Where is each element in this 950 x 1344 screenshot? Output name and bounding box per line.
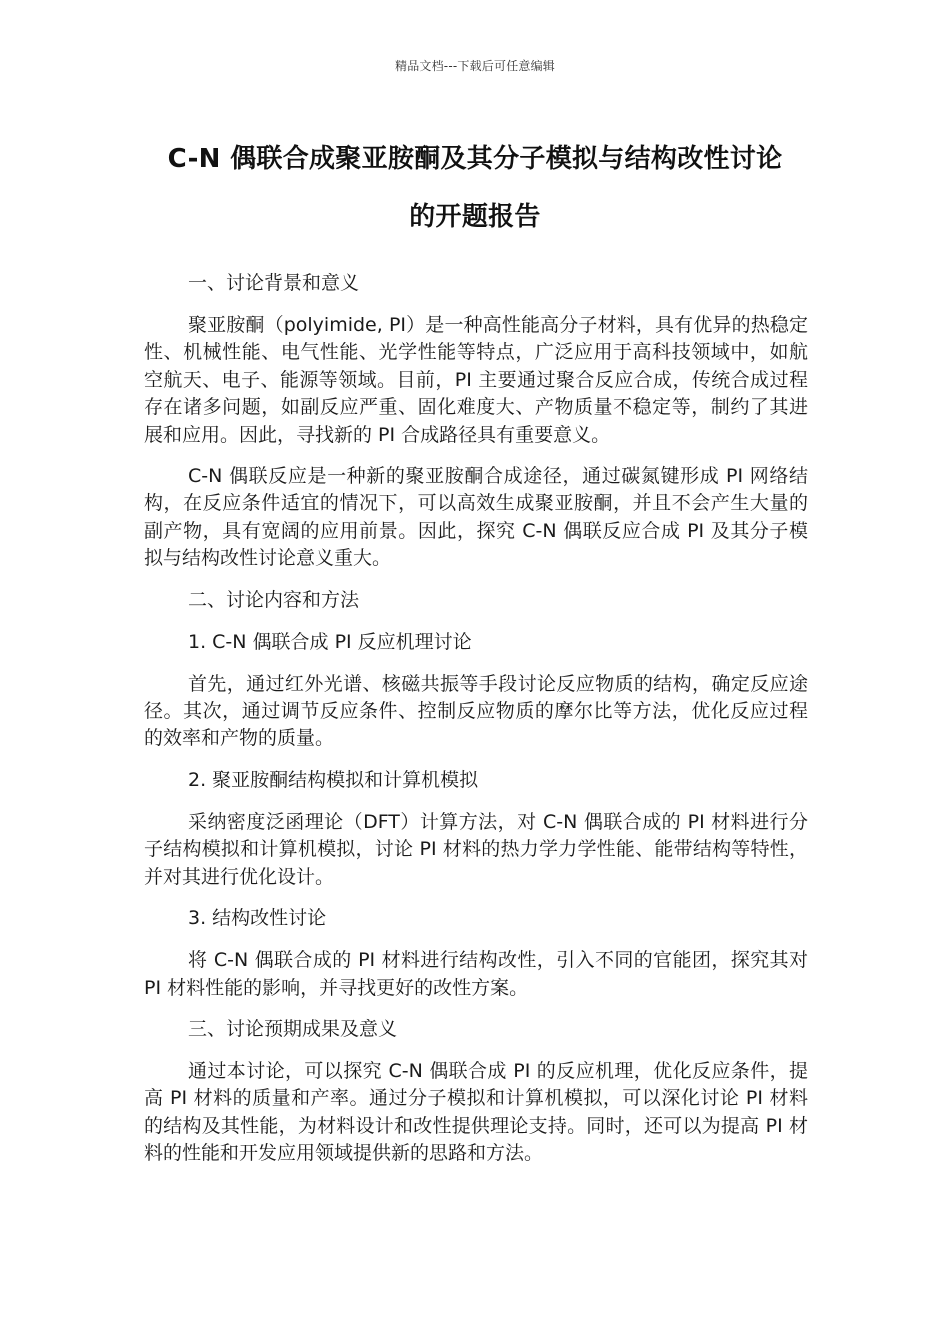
section-heading-content-methods: 二、讨论内容和方法 [188, 588, 360, 611]
subheading-structural-modification: 3. 结构改性讨论 [188, 907, 327, 930]
paragraph-background-1: 聚亚胺酮（polyimide, PI）是一种高性能高分子材料，具有优异的热稳定性、机械性能、电气性能、光学性能等特点，广泛应用于高科技领域中，如航空航天、电子、能源等领域。目前，PI 主要通过聚合反应合成，传统合成过程存在诸多问题，如副反应严重、固化难度大、产物质量不稳定等，制约了其进展和应用。因此，寻找新的 PI 合成路径具有重要意义。 [144, 314, 808, 446]
section-heading-expected-results: 三、讨论预期成果及意义 [188, 1017, 398, 1040]
paragraph-reaction-mechanism: 首先，通过红外光谱、核磁共振等手段讨论反应物质的结构，确定反应途径。其次，通过调节反应条件、控制反应物质的摩尔比等方法，优化反应过程的效率和产物的质量。 [144, 672, 808, 750]
paragraph-structure-simulation: 采纳密度泛函理论（DFT）计算方法，对 C-N 偶联合成的 PI 材料进行分子结构模拟和计算机模拟，讨论 PI 材料的热力学力学性能、能带结构等特性，并对其进行优化设计。 [144, 810, 808, 888]
subheading-reaction-mechanism: 1. C-N 偶联合成 PI 反应机理讨论 [188, 630, 472, 653]
header-note: 精品文档---下载后可任意编辑 [395, 59, 555, 73]
document-title-line-2: 的开题报告 [409, 202, 541, 232]
subheading-structure-simulation: 2. 聚亚胺酮结构模拟和计算机模拟 [188, 768, 479, 791]
paragraph-background-2: C-N 偶联反应是一种新的聚亚胺酮合成途径，通过碳氮键形成 PI 网络结构，在反应条件适宜的情况下，可以高效生成聚亚胺酮，并且不会产生大量的副产物，具有宽阔的应用前景。因此，探究 C-N 偶联反应合成 PI 及其分子模拟与结构改性讨论意义重大。 [144, 465, 808, 570]
section-heading-background: 一、讨论背景和意义 [188, 272, 360, 294]
paragraph-structural-modification: 将 C-N 偶联合成的 PI 材料进行结构改性，引入不同的官能团，探究其对 PI 材料性能的影响，并寻找更好的改性方案。 [144, 949, 808, 999]
document-title-line-1: C-N 偶联合成聚亚胺酮及其分子模拟与结构改性讨论 [167, 144, 783, 174]
paragraph-expected-results: 通过本讨论，可以探究 C-N 偶联合成 PI 的反应机理，优化反应条件，提高 PI 材料的质量和产率。通过分子模拟和计算机模拟，可以深化讨论 PI 材料的结构及其性能，为材料设计和改性提供理论支持。同时，还可以为提高 PI 材料的性能和开发应用领域提供新的思路和方法。 [144, 1059, 808, 1165]
document-body [144, 270, 808, 1182]
